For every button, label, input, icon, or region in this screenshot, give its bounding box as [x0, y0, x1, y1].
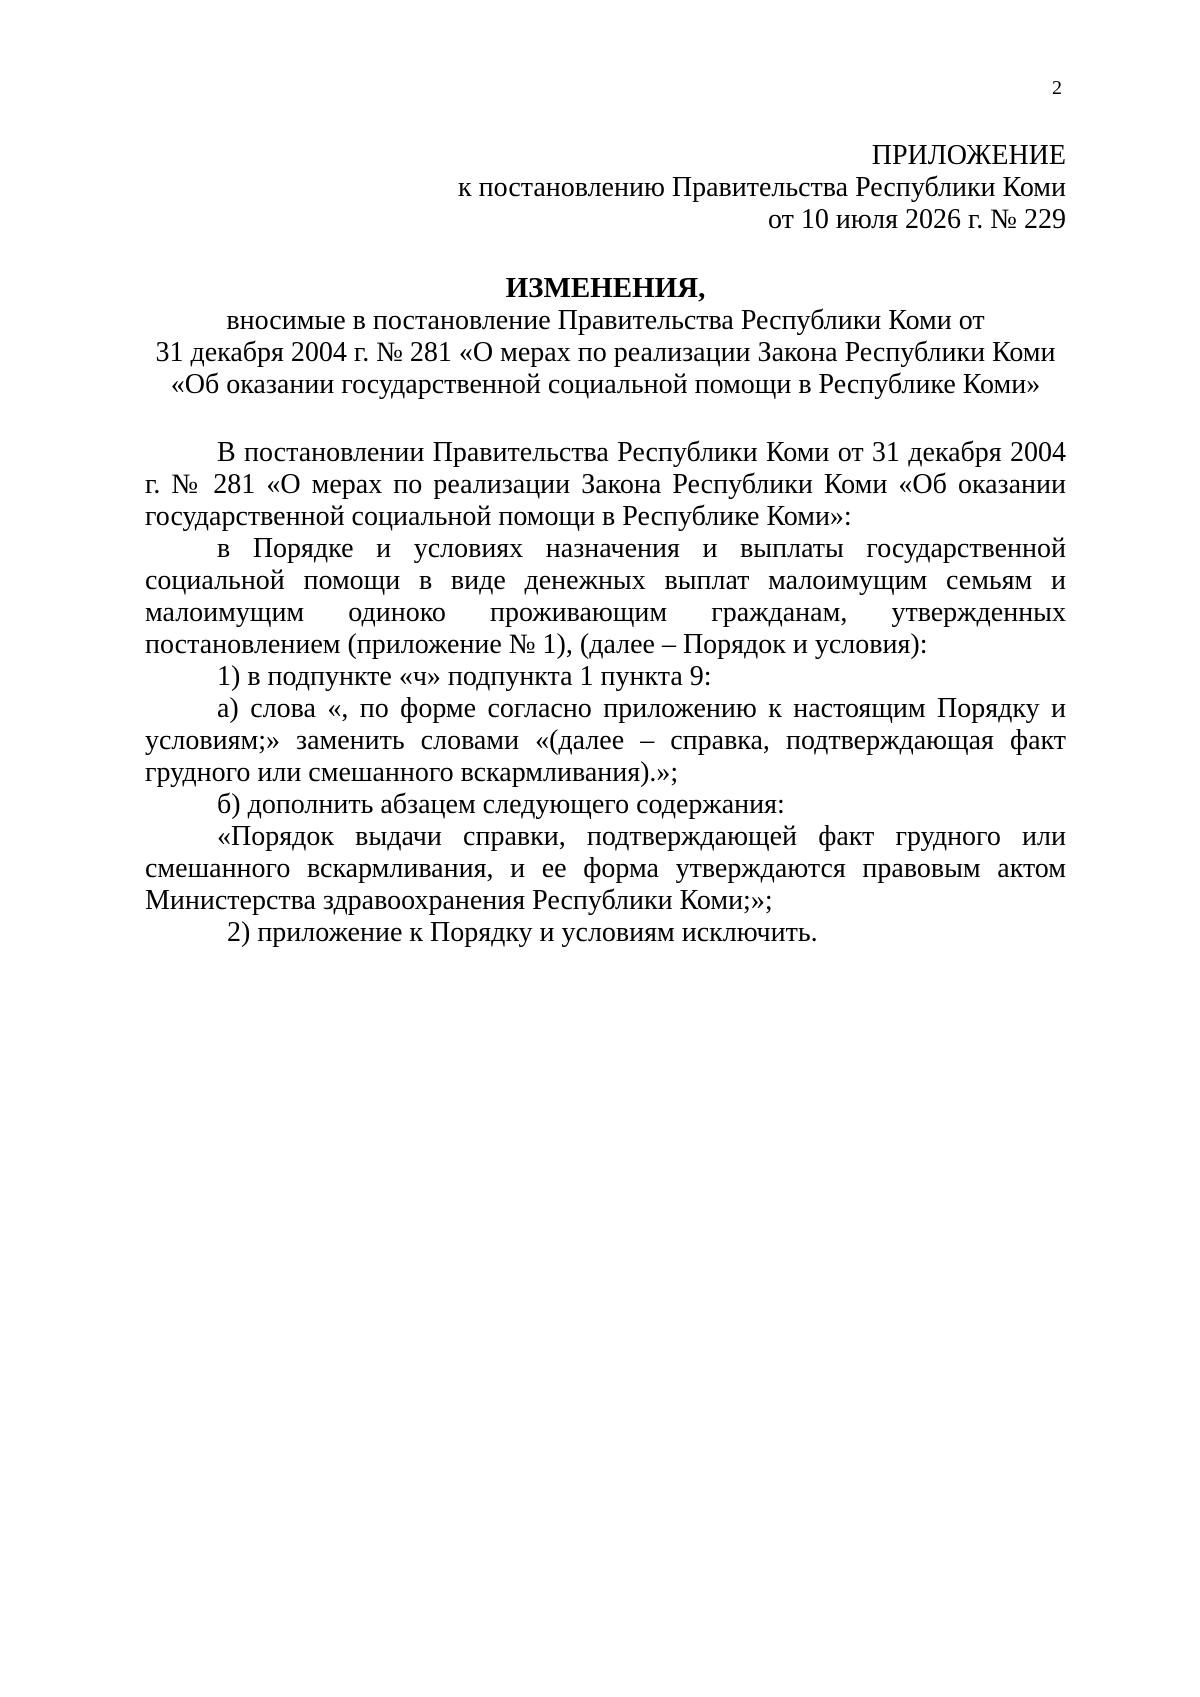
document-subtitle-line-1: вносимые в постановление Правительства Республики Коми от	[226, 305, 985, 336]
appendix-header	[458, 140, 1066, 236]
appendix-title: ПРИЛОЖЕНИЕ	[871, 140, 1066, 171]
body-paragraph: В постановлении Правительства Республики Коми от 31 декабря 2004 г. № 281 «О мерах по реализации Закона Республики Коми «Об оказании государственной социальной помощи в Республике Коми»:	[145, 437, 1066, 532]
document-title: ИЗМЕНЕНИЯ,	[505, 272, 706, 304]
appendix-reference: к постановлению Правительства Республики Коми	[458, 172, 1066, 203]
body-paragraph: б) дополнить абзацем следующего содержания:	[217, 789, 785, 820]
document-heading	[145, 272, 1066, 401]
body-paragraph: а) слова «, по форме согласно приложению к настоящим Порядку и условиям;» заменить словами «(далее – справка, подтверждающая факт грудного или смешанного вскармливания).»;	[145, 693, 1066, 788]
document-subtitle-line-3: «Об оказании государственной социальной помощи в Республике Коми»	[170, 369, 1041, 400]
document-subtitle-line-2: 31 декабря 2004 г. № 281 «О мерах по реализации Закона Республики Коми	[155, 337, 1056, 368]
body-paragraph: «Порядок выдачи справки, подтверждающей факт грудного или смешанного вскармливания, и ее форма утверждаются правовым актом Министерства здравоохранения Республики Коми;»;	[145, 821, 1066, 916]
body-paragraph: 1) в подпункте «ч» подпункта 1 пункта 9:	[217, 661, 712, 692]
page-number: 2	[1052, 77, 1062, 99]
document-body	[145, 437, 1066, 949]
appendix-date-number: от 10 июля 2026 г. № 229	[768, 204, 1066, 235]
body-paragraph: 2) приложение к Порядку и условиям исключить.	[227, 917, 818, 948]
body-paragraph: в Порядке и условиях назначения и выплаты государственной социальной помощи в виде денежных выплат малоимущим семьям и малоимущим одиноко проживающим гражданам, утвержденных постановлением (приложение № 1), (далее – Порядок и условия):	[145, 533, 1066, 660]
